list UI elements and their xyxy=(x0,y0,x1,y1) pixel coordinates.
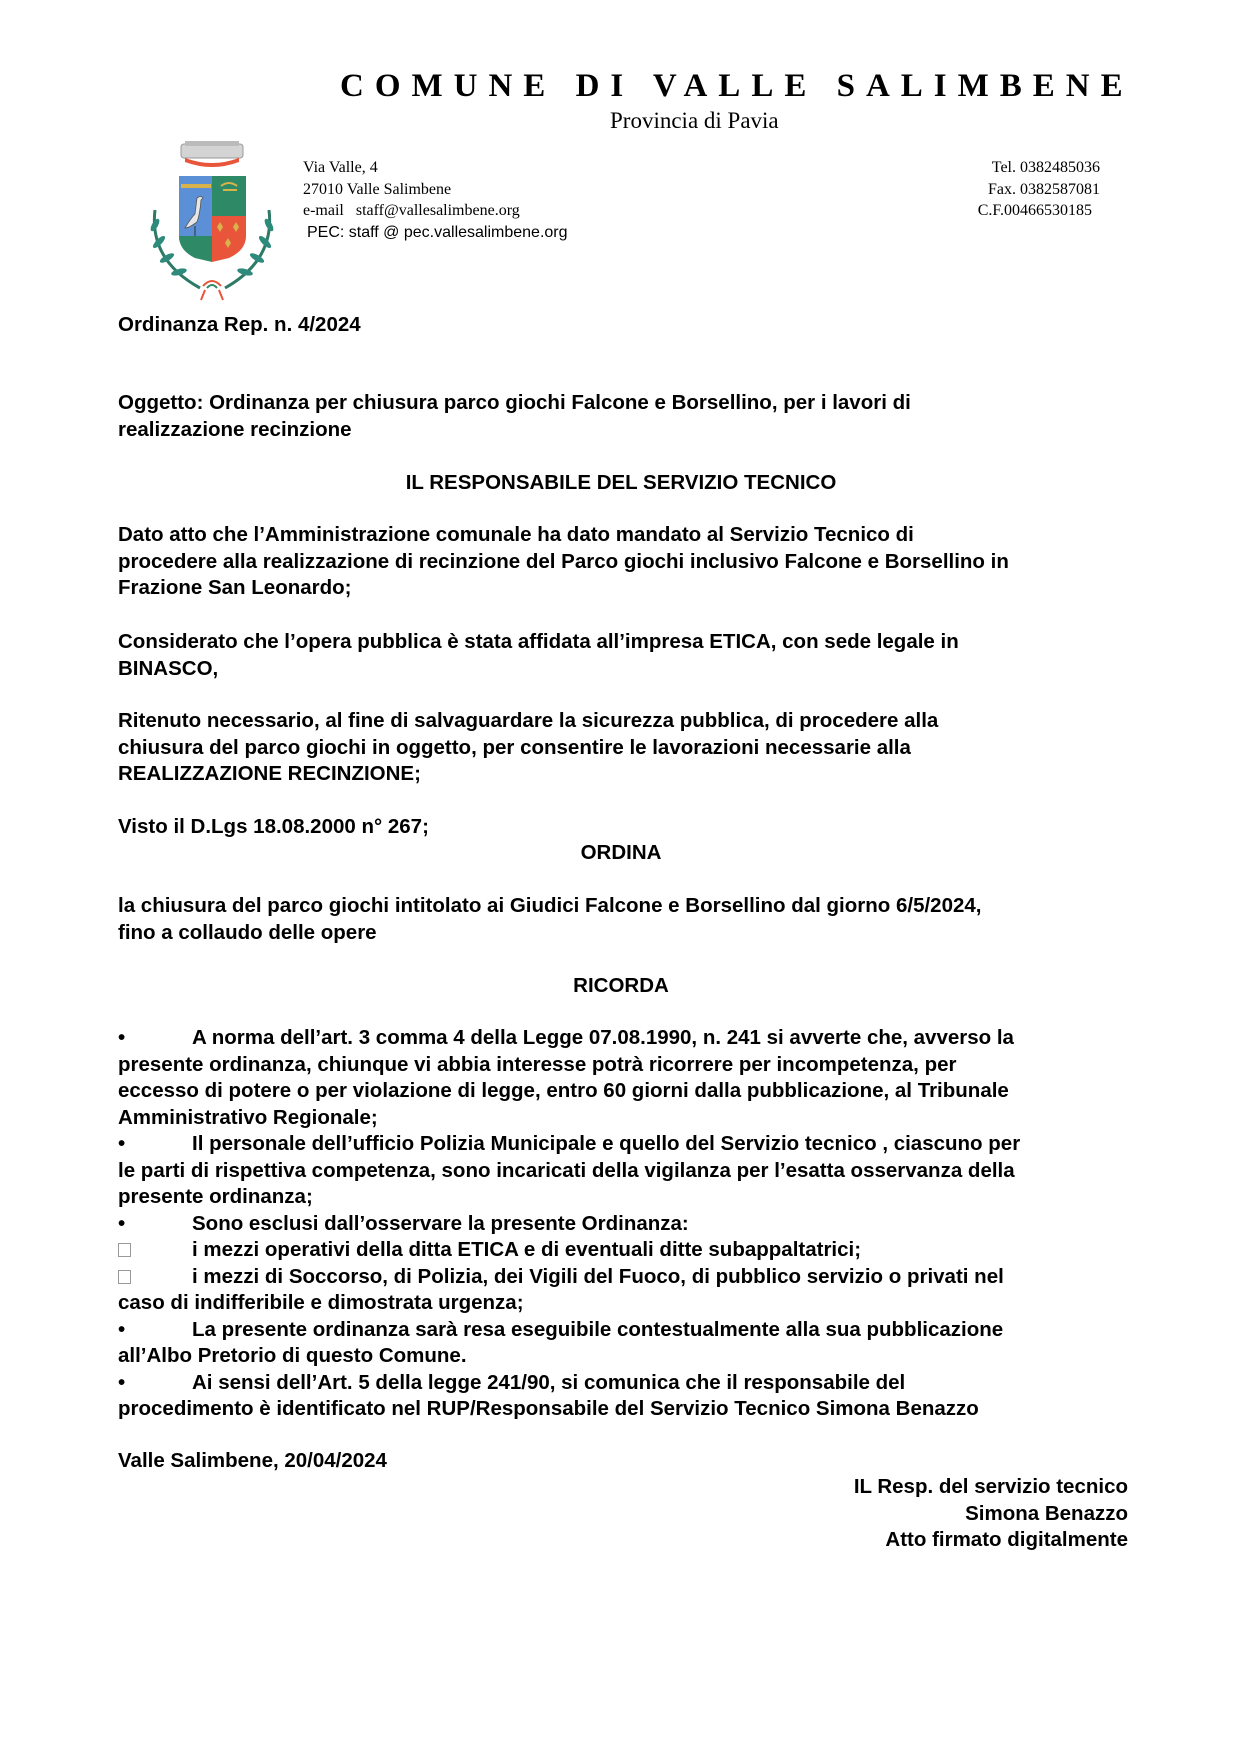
ordina-text xyxy=(118,893,1128,946)
premise-line: Dato atto che l’Amministrazione comunale ha dato mandato al Servizio Tecnico di xyxy=(118,523,914,546)
ricorda-item xyxy=(118,1370,1128,1423)
premise-line: chiusura del parco giochi in oggetto, per consentire le lavorazioni necessarie alla xyxy=(118,735,911,759)
ricorda-line: caso di indifferibile e dimostrata urgenza; xyxy=(118,1291,524,1314)
repertory-number: Ordinanza Rep. n. 4/2024 xyxy=(118,313,361,336)
signature-role: IL Resp. del servizio tecnico xyxy=(853,1475,1128,1498)
ricorda-line: Sono esclusi dall’osservare la presente Ordinanza: xyxy=(192,1211,689,1235)
municipality-title: COMUNE DI VALLE SALIMBENE xyxy=(340,68,1134,104)
coat-of-arms-icon xyxy=(145,140,280,305)
ricorda-line: i mezzi operativi della ditta ETICA e di eventuali ditte subappaltatrici; xyxy=(192,1238,862,1261)
shield-gold-bar xyxy=(181,184,211,188)
ricorda-line: La presente ordinanza sarà resa eseguibile contestualmente alla sua pubblicazione xyxy=(192,1317,1004,1341)
ricorda-line: eccesso di potere o per violazione di legge, entro 60 giorni dalla pubblicazione, al Tribunale xyxy=(118,1079,1009,1102)
ordina-line: la chiusura del parco giochi intitolato ai Giudici Falcone e Borsellino dal giorno 6/5/2024, xyxy=(118,894,982,917)
ricorda-heading: RICORDA xyxy=(573,974,669,997)
bullet-icon: • xyxy=(118,1317,126,1341)
ordina-line: fino a collaudo delle opere xyxy=(118,920,377,944)
bullet-icon: • xyxy=(118,1026,126,1049)
ricorda-line: presente ordinanza; xyxy=(118,1185,313,1208)
signature-block xyxy=(854,1474,1128,1554)
ribbon xyxy=(201,281,223,300)
checkbox-glyph-icon xyxy=(118,1264,192,1291)
premise-line: REALIZZAZIONE RECINZIONE; xyxy=(118,762,421,785)
ricorda-line: A norma dell’art. 3 comma 4 della Legge 07.08.1990, n. 241 si avverte che, avverso la xyxy=(192,1026,1014,1049)
bullet-icon: • xyxy=(118,1211,126,1235)
subject-line: realizzazione recinzione xyxy=(118,417,352,441)
premise-3 xyxy=(118,708,1128,788)
shield-red-field xyxy=(212,216,246,262)
signature-note: Atto firmato digitalmente xyxy=(885,1528,1128,1551)
premise-line: procedere alla realizzazione di recinzione del Parco giochi inclusivo Falcone e Borsellino in xyxy=(118,549,1009,573)
ricorda-line: Ai sensi dell’Art. 5 della legge 241/90, si comunica che il responsabile del xyxy=(192,1370,906,1394)
ricorda-line: i mezzi di Soccorso, di Polizia, dei Vigili del Fuoco, di pubblico servizio o privati nel xyxy=(192,1264,1004,1288)
contact-tel: Tel. 0382485036 xyxy=(991,159,1100,176)
crown-base xyxy=(185,158,239,167)
ricorda-line: Amministrativo Regionale; xyxy=(118,1105,378,1129)
premise-line: Ritenuto necessario, al fine di salvaguardare la sicurezza pubblica, di procedere alla xyxy=(118,709,939,732)
ricorda-item xyxy=(118,1131,1128,1211)
ricorda-subitem xyxy=(118,1237,1128,1264)
province-subtitle: Provincia di Pavia xyxy=(610,108,779,133)
premise-2 xyxy=(118,629,1128,682)
ricorda-line: Il personale dell’ufficio Polizia Municipale e quello del Servizio tecnico , ciascuno per xyxy=(192,1132,1021,1155)
address-pec: PEC: staff @ pec.vallesalimbene.org xyxy=(307,223,568,241)
premise-line: Considerato che l’opera pubblica è stata affidata all’impresa ETICA, con sede legale in xyxy=(118,630,959,653)
subject-line: Oggetto: Ordinanza per chiusura parco giochi Falcone e Borsellino, per i lavori di xyxy=(118,391,911,414)
premise-line: BINASCO, xyxy=(118,656,219,680)
ricorda-line: all’Albo Pretorio di questo Comune. xyxy=(118,1344,467,1367)
address-city: 27010 Valle Salimbene xyxy=(303,180,452,198)
premise-1 xyxy=(118,522,1128,602)
bullet-icon: • xyxy=(118,1132,126,1155)
contact-fax: Fax. 0382587081 xyxy=(988,180,1100,198)
address-street: Via Valle, 4 xyxy=(303,159,378,176)
ricorda-item xyxy=(118,1025,1128,1131)
contacts-block xyxy=(978,157,1100,222)
ricorda-subitem xyxy=(118,1264,1128,1317)
subject xyxy=(118,390,1128,443)
bullet-icon: • xyxy=(118,1370,126,1394)
crown-top xyxy=(185,141,239,146)
ricorda-list xyxy=(118,1025,1128,1423)
ricorda-item xyxy=(118,1317,1128,1370)
shield-green-base xyxy=(179,236,212,262)
place-date: Valle Salimbene, 20/04/2024 xyxy=(118,1449,387,1472)
signature-name: Simona Benazzo xyxy=(965,1501,1128,1525)
crown-band xyxy=(181,144,243,158)
ricorda-item xyxy=(118,1211,1128,1238)
address-block xyxy=(303,157,568,243)
contact-cf: C.F.00466530185 xyxy=(977,202,1092,219)
issuer-heading: IL RESPONSABILE DEL SERVIZIO TECNICO xyxy=(405,471,837,494)
premise-line: Frazione San Leonardo; xyxy=(118,576,352,599)
ricorda-line: presente ordinanza, chiunque vi abbia interesse potrà ricorrere per incompetenza, per xyxy=(118,1052,957,1076)
ordina-heading: ORDINA xyxy=(580,841,662,864)
address-email: e-mail staff@vallesalimbene.org xyxy=(303,202,520,219)
ricorda-line: procedimento è identificato nel RUP/Responsabile del Servizio Tecnico Simona Benazzo xyxy=(118,1397,979,1420)
checkbox-glyph-icon xyxy=(118,1237,192,1264)
legal-reference: Visto il D.Lgs 18.08.2000 n° 267; xyxy=(118,815,429,838)
ricorda-line: le parti di rispettiva competenza, sono incaricati della vigilanza per l’esatta osservanza della xyxy=(118,1158,1015,1182)
